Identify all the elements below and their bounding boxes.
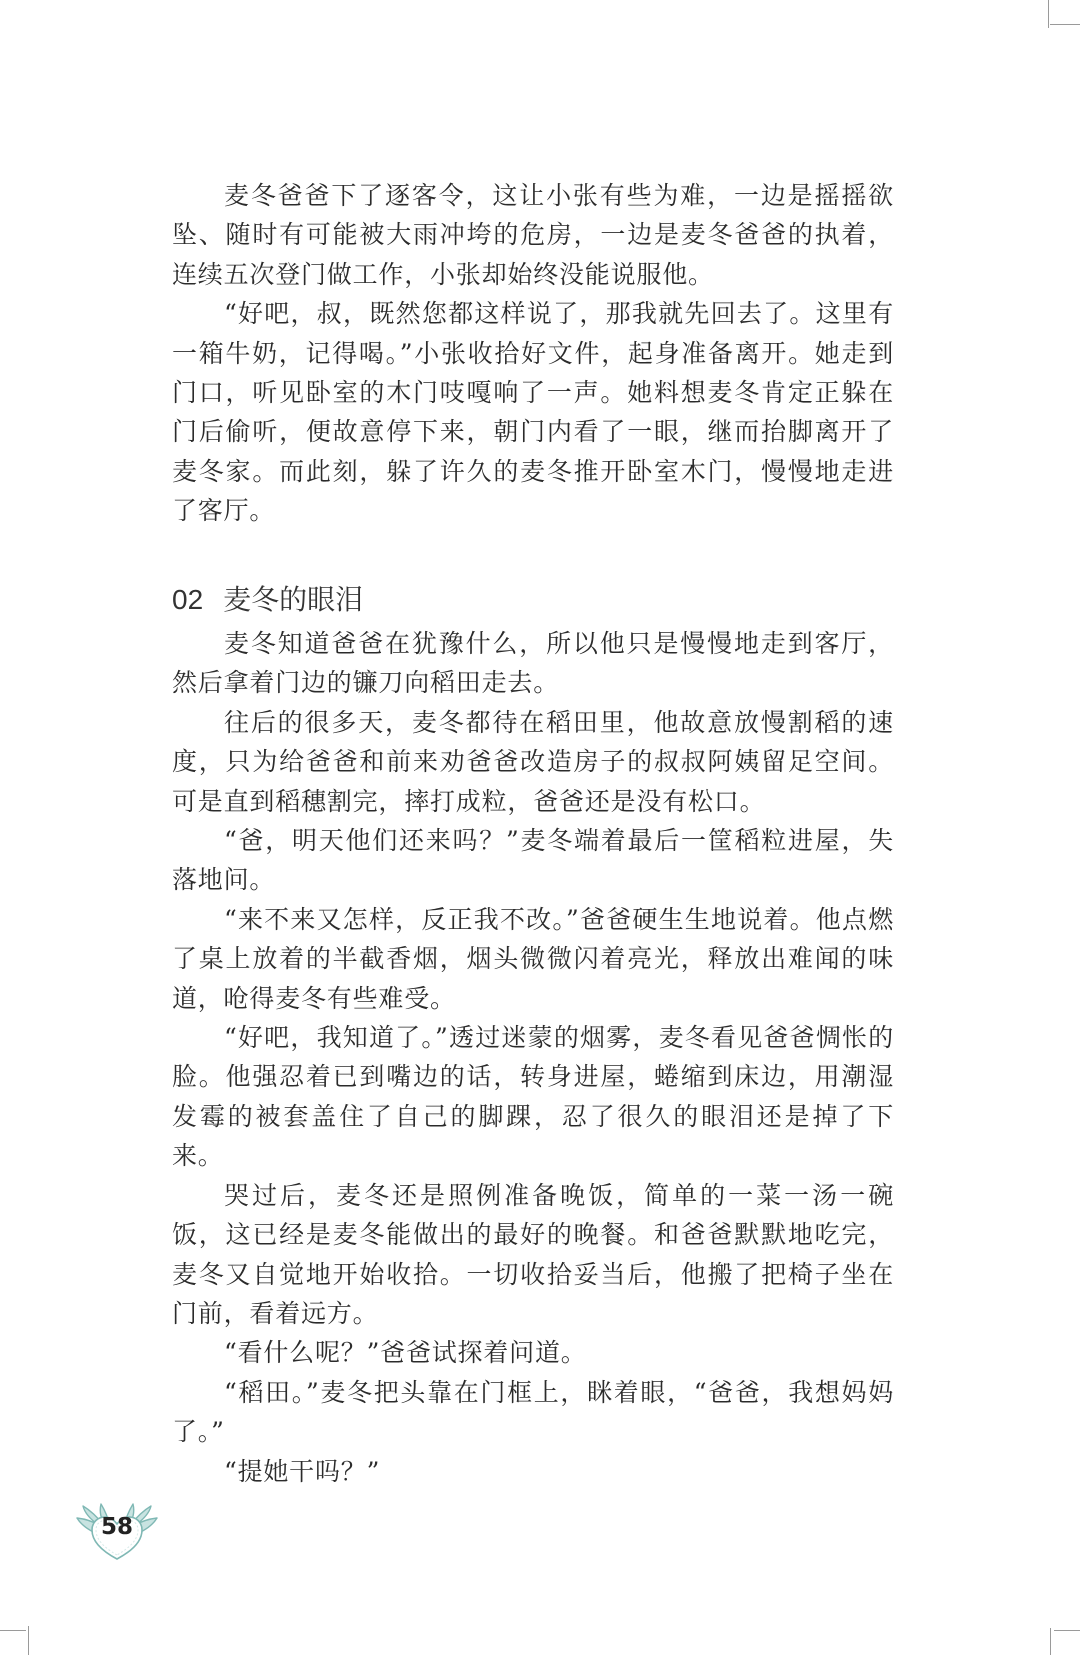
section-heading (172, 580, 363, 620)
section-text-block (172, 624, 894, 1491)
crop-mark-bottom-left-horizontal (0, 1630, 26, 1631)
paragraph: “看什么呢？”爸爸试探着问道。 (224, 1338, 587, 1368)
page-number: 58 (100, 1514, 133, 1540)
paragraph: 往后的很多天，麦冬都待在稻田里，他故意放慢割稻的速度，只为给爸爸和前来劝爸爸改造房子的叔叔阿姨留足空间。可是直到稻穗割完，摔打成粒，爸爸还是没有松口。 (172, 707, 894, 816)
paragraph: “好吧，叔，既然您都这样说了，那我就先回去了。这里有一箱牛奶，记得喝。”小张收拾好文件，起身准备离开。她走到门口，听见卧室的木门吱嘎响了一声。她料想麦冬肯定正躲在门后偷听，便故意停下来，朝门内看了一眼，继而抬脚离开了麦冬家。而此刻，躲了许久的麦冬推开卧室木门，慢慢地走进了客厅。 (172, 299, 894, 526)
paragraph: 麦冬知道爸爸在犹豫什么，所以他只是慢慢地走到客厅，然后拿着门边的镰刀向稻田走去。 (172, 629, 894, 698)
section-title: 麦冬的眼泪 (223, 583, 364, 616)
section-number: 02 (172, 584, 204, 615)
page-number-badge (74, 1498, 160, 1562)
paragraph: 麦冬爸爸下了逐客令，这让小张有些为难，一边是摇摇欲坠、随时有可能被大雨冲垮的危房，一边是麦冬爸爸的执着，连续五次登门做工作，小张却始终没能说服他。 (172, 181, 894, 289)
opening-text-block (172, 176, 894, 531)
crop-mark-bottom-right-horizontal (1054, 1630, 1080, 1631)
crop-mark-top-right-horizontal (1050, 24, 1080, 25)
paragraph: “来不来又怎样，反正我不改。”爸爸硬生生地说着。他点燃了桌上放着的半截香烟，烟头微微闪着亮光，释放出难闻的味道，呛得麦冬有些难受。 (172, 904, 894, 1013)
paragraph: “爸，明天他们还来吗？”麦冬端着最后一筐稻粒进屋，失落地问。 (172, 826, 894, 895)
crop-mark-top-right-vertical (1048, 0, 1049, 28)
paragraph: “好吧，我知道了。”透过迷蒙的烟雾，麦冬看见爸爸惆怅的脸。他强忍着已到嘴边的话，转身进屋，蜷缩到床边，用潮湿发霉的被套盖住了自己的脚踝，忍了很久的眼泪还是掉了下来。 (172, 1023, 894, 1171)
crop-mark-bottom-right-vertical (1050, 1628, 1051, 1655)
crop-mark-bottom-left-vertical (28, 1626, 29, 1655)
paragraph: “稻田。”麦冬把头靠在门框上，眯着眼，“爸爸，我想妈妈了。” (172, 1377, 894, 1447)
paragraph: 哭过后，麦冬还是照例准备晚饭，简单的一菜一汤一碗饭，这已经是麦冬能做出的最好的晚餐。和爸爸默默地吃完，麦冬又自觉地开始收拾。一切收拾妥当后，他搬了把椅子坐在门前，看着远方。 (172, 1180, 894, 1328)
paragraph: “提她干吗？” (224, 1456, 381, 1486)
